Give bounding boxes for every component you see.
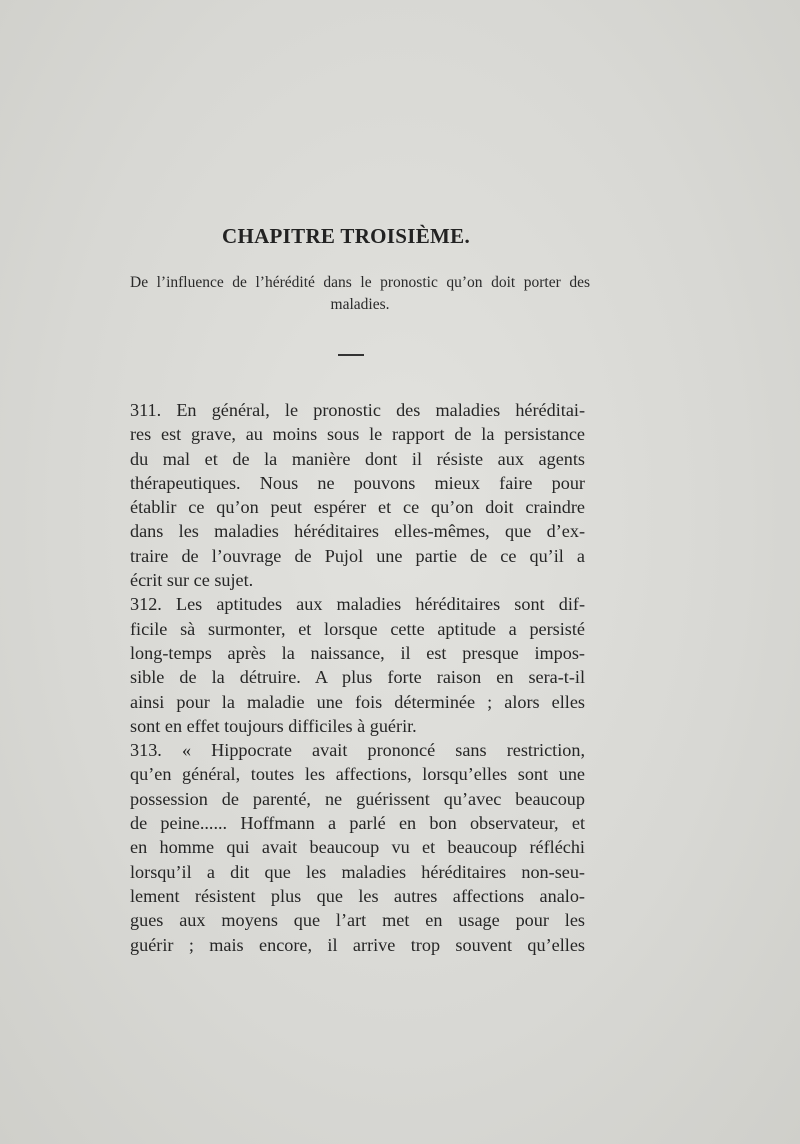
text-line: du mal et de la manière dont il résiste aux agents — [130, 448, 585, 469]
text-line: de peine...... Hoffmann a parlé en bon observateur, et — [130, 813, 585, 834]
text-line: sont en effet toujours difficiles à guérir. — [130, 715, 417, 736]
text-line: res est grave, au moins sous le rapport de la persistance — [130, 424, 585, 445]
text-line: long-temps après la naissance, il est presque impos- — [130, 642, 585, 663]
subtitle-line-1: De l’influence de l’hérédité dans le pronostic qu’on doit porter — [130, 274, 561, 291]
text-line: thérapeutiques. Nous ne pouvons mieux faire pour — [130, 472, 585, 493]
chapter-subtitle — [130, 272, 590, 316]
text-line: guérir ; mais encore, il arrive trop souvent qu’elles — [130, 934, 585, 955]
text-line: 312. Les aptitudes aux maladies héréditaires sont dif- — [130, 594, 585, 615]
text-line: possession de parenté, ne guérissent qu’avec beaucoup — [130, 788, 585, 809]
text-line: sible de la détruire. A plus forte raison en sera-t-il — [130, 667, 585, 688]
text-line: traire de l’ouvrage de Pujol une partie de ce qu’il a — [130, 545, 585, 566]
chapter-title: CHAPITRE TROISIÈME. — [221, 224, 471, 248]
text-line: établir ce qu’on peut espérer et ce qu’on doit craindre — [130, 497, 585, 518]
text-line: lement résistent plus que les autres affections analo- — [130, 885, 585, 906]
text-line: écrit sur ce sujet. — [130, 570, 254, 591]
section-divider — [338, 354, 364, 356]
body-text — [130, 398, 585, 957]
text-line: gues aux moyens que l’art met en usage pour les — [130, 910, 585, 931]
text-line: qu’en général, toutes les affections, lorsqu’elles sont une — [130, 764, 585, 785]
text-line: 313. « Hippocrate avait prononcé sans restriction, — [130, 740, 585, 761]
text-line: en homme qui avait beaucoup vu et beaucoup réfléchi — [130, 837, 585, 858]
text-line: lorsqu’il a dit que les maladies héréditaires non-seu- — [130, 861, 585, 882]
text-line: ficile sà surmonter, et lorsque cette aptitude a persisté — [130, 618, 585, 639]
subtitle-line-2: des maladies. — [330, 274, 590, 313]
text-line: ainsi pour la maladie une fois déterminée ; alors elles — [130, 691, 585, 712]
text-line: 311. En général, le pronostic des maladies héréditai- — [130, 400, 585, 420]
text-line: dans les maladies héréditaires elles-mêmes, que d’ex- — [130, 521, 585, 542]
